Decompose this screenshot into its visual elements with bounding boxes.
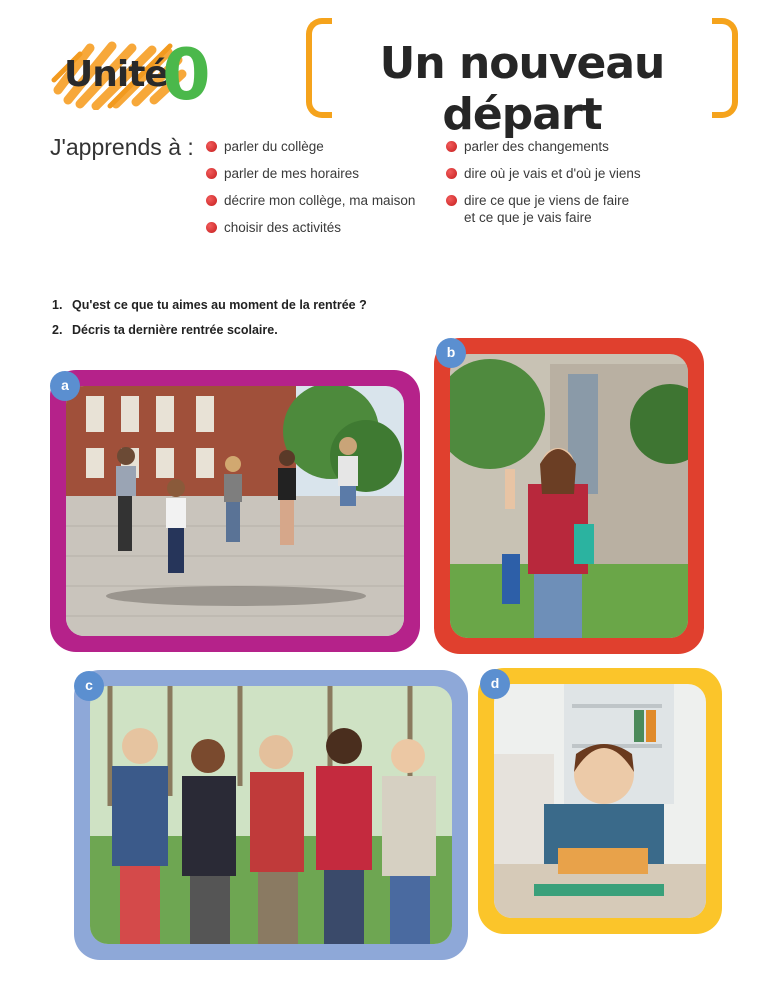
- objectives-column-2: [446, 138, 641, 236]
- photo-frame-b: [434, 338, 704, 654]
- bullet-icon: [206, 222, 217, 233]
- objective-item: choisir des activités: [206, 219, 415, 236]
- objective-item: décrire mon collège, ma maison: [206, 192, 415, 209]
- objective-item: parler de mes horaires: [206, 165, 415, 182]
- photo-a: [66, 386, 404, 636]
- question-item: 2. Décris ta dernière rentrée scolaire.: [52, 323, 278, 337]
- photo-frame-a: [50, 370, 420, 652]
- photo-label-d: d: [480, 669, 510, 699]
- objective-item: dire où je vais et d'où je viens: [446, 165, 641, 182]
- unit-label: Unité: [64, 54, 168, 95]
- title-box: [306, 18, 738, 140]
- unit-badge: [50, 28, 210, 118]
- photo-c: [90, 686, 452, 944]
- objective-item: dire ce que je viens de faire et ce que je vais faire: [446, 192, 641, 226]
- photo-label-a: a: [50, 371, 80, 401]
- bullet-icon: [206, 168, 217, 179]
- photo-label-c: c: [74, 671, 104, 701]
- photo-b: [450, 354, 688, 638]
- right-bracket: [712, 18, 738, 118]
- objective-item: parler des changements: [446, 138, 641, 155]
- photo-frame-c: [74, 670, 468, 960]
- page-title: Un nouveau départ: [379, 38, 665, 140]
- photo-label-b: b: [436, 338, 466, 368]
- bullet-icon: [446, 168, 457, 179]
- question-item: 1. Qu'est ce que tu aimes au moment de la rentrée ?: [52, 298, 367, 312]
- questions-list: [52, 298, 367, 348]
- bullet-icon: [446, 141, 457, 152]
- unit-number: 0: [162, 34, 211, 116]
- bullet-icon: [206, 141, 217, 152]
- photo-frame-d: [478, 668, 722, 934]
- objectives-column-1: [206, 138, 415, 246]
- photo-d: [494, 684, 706, 918]
- objective-item: parler du collège: [206, 138, 415, 155]
- left-bracket: [306, 18, 332, 118]
- bullet-icon: [446, 195, 457, 206]
- objectives-heading: J'apprends à :: [50, 134, 194, 160]
- bullet-icon: [206, 195, 217, 206]
